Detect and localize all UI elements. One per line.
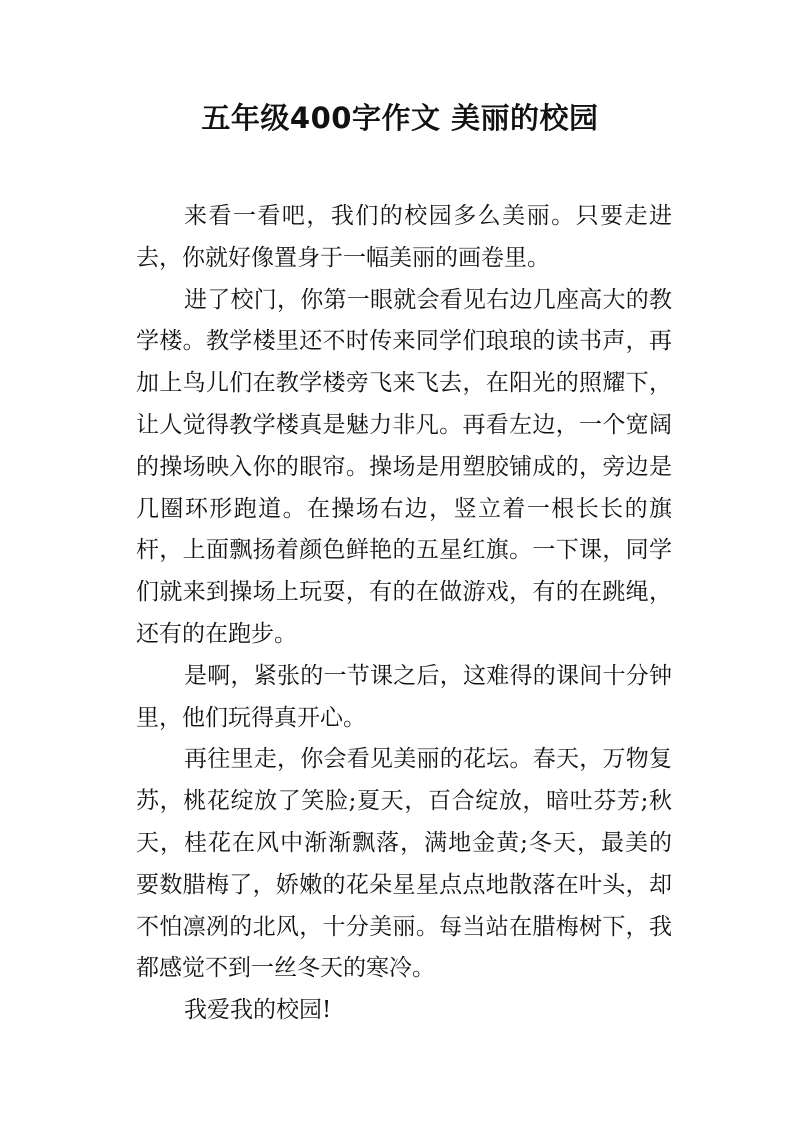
paragraph-2: 进了校门，你第一眼就会看见右边几座高大的教学楼。教学楼里还不时传来同学们琅琅的读书声，再加上鸟儿们在教学楼旁飞来飞去，在阳光的照耀下，让人觉得教学楼真是魅力非凡。再看左边，一个宽阔的操场映入你的眼帘。操场是用塑胶铺成的，旁边是几圈环形跑道。在操场右边，竖立着一根长长的旗杆，上面飘扬着颜色鲜艳的五星红旗。一下课，同学们就来到操场上玩耍，有的在做游戏，有的在跳绳，还有的在跑步。: [136, 286, 672, 647]
paragraph-3: 是啊，紧张的一节课之后，这难得的课间十分钟里，他们玩得真开心。: [136, 662, 672, 731]
document-body: [136, 196, 672, 1032]
paragraph-5: 我爱我的校园!: [184, 997, 332, 1024]
paragraph-1: 来看一看吧，我们的校园多么美丽。只要走进去，你就好像置身于一幅美丽的画卷里。: [136, 203, 672, 271]
paragraph-4: 再往里走，你会看见美丽的花坛。春天，万物复苏，桃花绽放了笑脸;夏天，百合绽放，暗吐芬芳;秋天，桂花在风中渐渐飘落，满地金黄;冬天，最美的要数腊梅了，娇嫩的花朵星星点点地散落在叶头，却不怕凛冽的北风，十分美丽。每当站在腊梅树下，我都感觉不到一丝冬天的寒冷。: [136, 746, 672, 982]
document-title: 五年级400字作文 美丽的校园: [201, 101, 599, 135]
